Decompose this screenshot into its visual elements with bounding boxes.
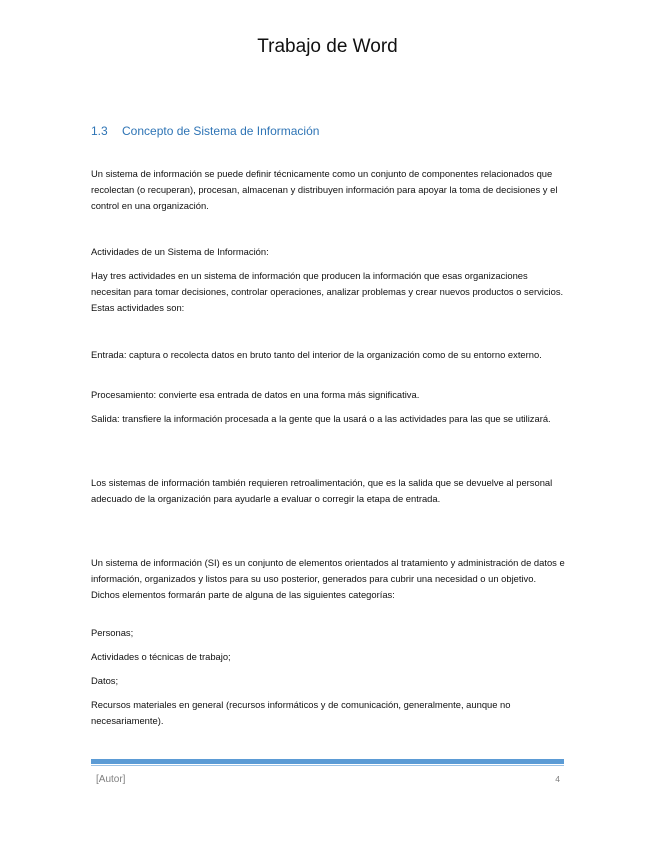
paragraph-input: Entrada: captura o recolecta datos en bruto tanto del interior de la organización como de su entorno externo. <box>91 349 542 360</box>
list-item-resources: Recursos materiales en general (recursos informáticos y de comunicación, generalmente, aunque no necesariamente). <box>91 699 511 726</box>
paragraph-definition: Un sistema de información se puede definir técnicamente como un conjunto de componentes relacionados que recolectan (o recuperan), procesan, almacenan y distribuyen información para apoyar la toma de decisiones y el control en una organización. <box>91 168 558 211</box>
list-item-people: Personas; <box>91 627 134 638</box>
list-item-activities: Actividades o técnicas de trabajo; <box>91 651 231 662</box>
paragraph-processing: Procesamiento: convierte esa entrada de datos en una forma más significativa. <box>91 389 420 400</box>
list-item-data: Datos; <box>91 675 119 686</box>
paragraph-si-definition: Un sistema de información (SI) es un conjunto de elementos orientados al tratamiento y administración de datos e información, organizados y listos para su uso posterior, generados para cubrir una necesidad o un objetivo. Dichos elementos formarán parte de alguna de las siguientes categorías: <box>91 557 565 600</box>
footer-divider <box>91 759 564 764</box>
paragraph-output: Salida: transfiere la información procesada a la gente que la usará o a las actividades para las que se utilizará. <box>91 413 551 424</box>
paragraph-feedback: Los sistemas de información también requieren retroalimentación, que es la salida que se devuelve al personal adecuado de la organización para ayudarle a evaluar o corregir la etapa de entrada. <box>91 477 553 504</box>
page-number: 4 <box>555 774 560 784</box>
paragraph-activities-intro: Hay tres actividades en un sistema de información que producen la información que esas organizaciones necesitan para tomar decisiones, controlar operaciones, analizar problemas y crear nuevos productos o servicios. Estas actividades son: <box>91 270 564 313</box>
section-title: Concepto de Sistema de Información <box>122 124 320 138</box>
footer-divider-thin <box>91 765 564 766</box>
paragraph-activities-heading: Actividades de un Sistema de Información: <box>91 246 269 257</box>
footer-author: [Autor] <box>96 774 126 785</box>
document-title: Trabajo de Word <box>257 36 398 57</box>
section-heading <box>91 124 319 138</box>
section-number: 1.3 <box>91 124 108 138</box>
